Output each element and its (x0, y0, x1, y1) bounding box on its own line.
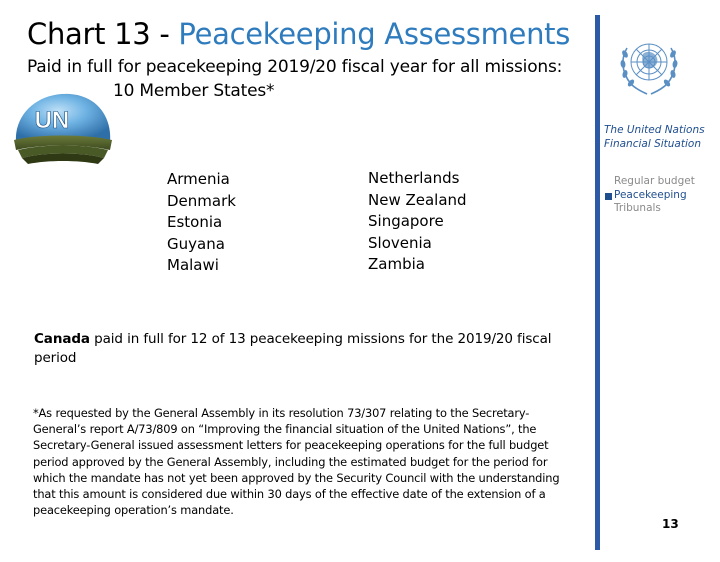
subtitle-line-2: 10 Member States* (113, 81, 275, 101)
sidebar-item-tribunals[interactable]: Tribunals (614, 202, 661, 214)
country-item: New Zealand (368, 190, 467, 209)
country-list-left (167, 169, 236, 277)
country-item: Malawi (167, 256, 219, 274)
footnote: *As requested by the General Assembly in its resolution 73/307 relating to the Secretary-General’s report A/73/809 on “Improving the financial situation of the United Nations”, the Secretary-General issued assessment letters for peacekeeping operations for the full budget period approved by the General Assembly, including the estimated budget for the period for which the mandate has not yet been approved by the Security Council with the understanding that this amount is considered due within 30 days of the effective date of the extension of a peacekeeping operation’s mandate. (33, 406, 560, 518)
subtitle-line-1: Paid in full for peacekeeping 2019/20 fiscal year for all missions: (27, 57, 563, 77)
sidebar-item-peacekeeping[interactable]: Peacekeeping (605, 189, 695, 203)
helmet-text: UN (34, 107, 70, 134)
country-item: Estonia (167, 213, 223, 231)
page-title (27, 16, 570, 52)
canada-note-bold: Canada (34, 331, 90, 347)
country-item: Guyana (167, 234, 225, 253)
canada-note-text: paid in full for 12 of 13 peacekeeping missions for the 2019/20 fiscal period (34, 331, 552, 366)
country-list-right (368, 168, 467, 276)
vertical-divider (595, 15, 600, 550)
un-emblem-icon (613, 28, 685, 100)
country-item: Denmark (167, 191, 236, 210)
country-item: Zambia (368, 255, 425, 273)
country-item: Singapore (368, 212, 444, 230)
sidebar-item-regular-budget[interactable]: Regular budget (614, 175, 695, 187)
country-item: Netherlands (368, 169, 460, 187)
un-helmet-icon (8, 84, 116, 180)
canada-note (34, 330, 554, 368)
country-item: Slovenia (368, 233, 432, 252)
page-number: 13 (662, 517, 679, 531)
page-title-accent: Peacekeeping Assessments (178, 17, 571, 51)
sidebar-nav (605, 175, 695, 216)
country-item: Armenia (167, 170, 230, 188)
sidebar-title: The United Nations Financial Situation (604, 124, 705, 150)
page-title-prefix: Chart 13 - (27, 17, 179, 51)
